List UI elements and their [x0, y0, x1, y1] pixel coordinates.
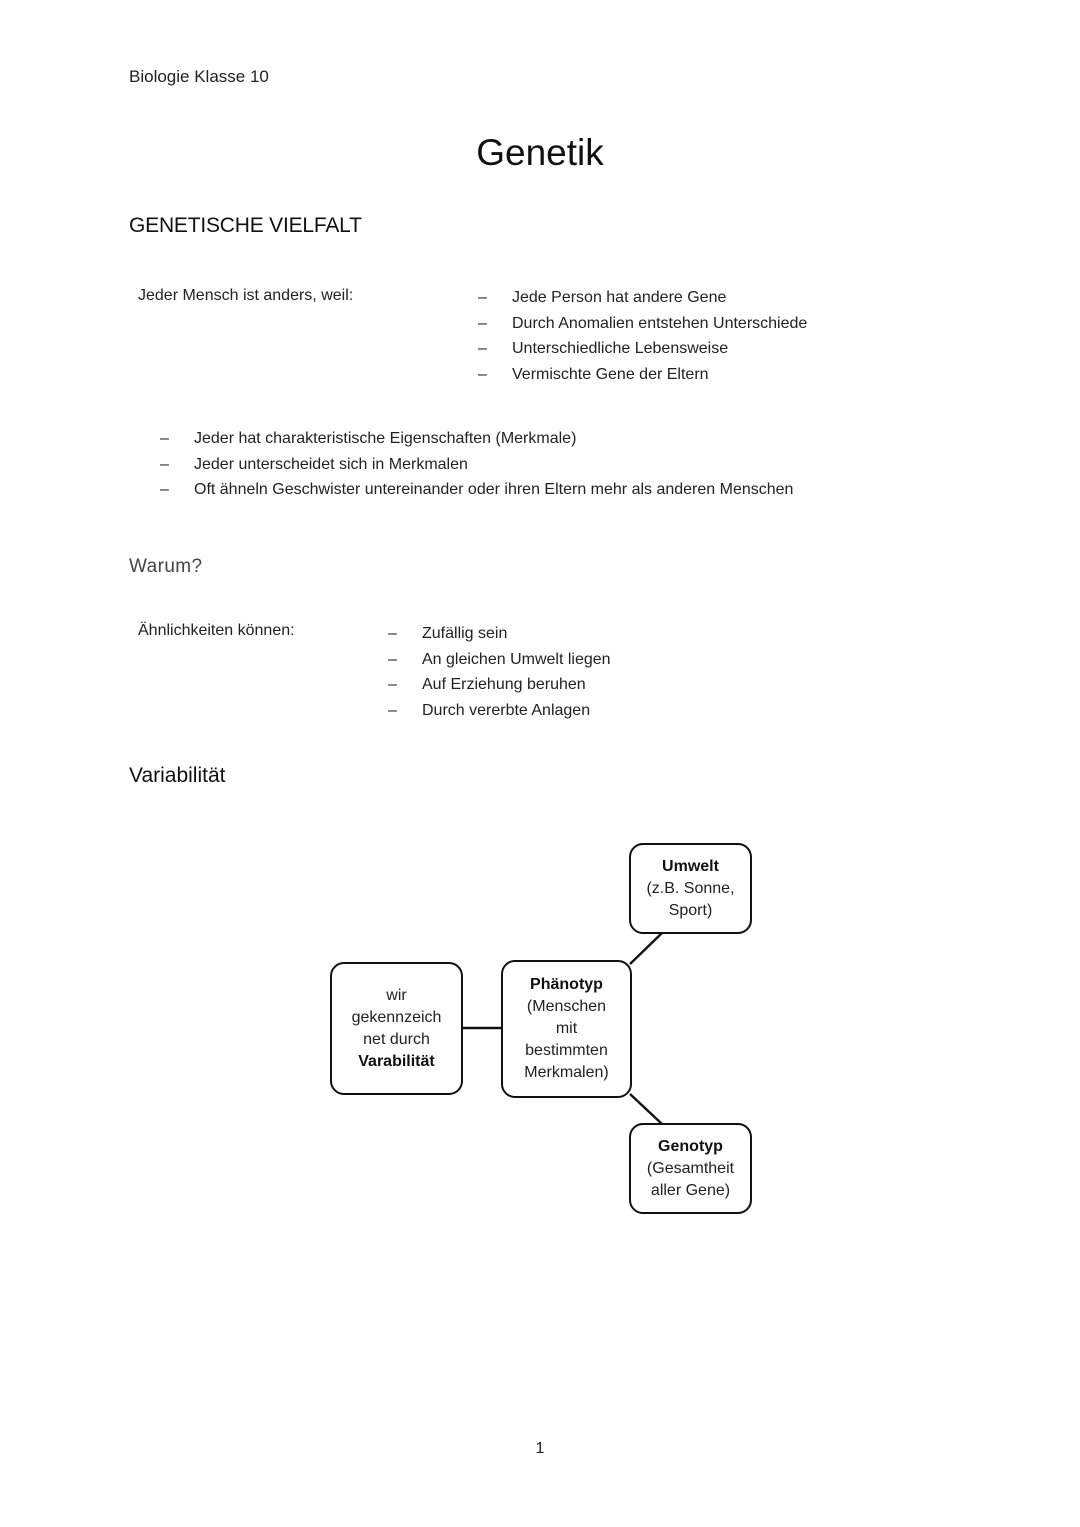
list-item-text: Jeder unterscheidet sich in Merkmalen: [194, 455, 468, 473]
diagram-box-variabilitaet: [330, 962, 463, 1095]
list-item-text: Auf Erziehung beruhen: [422, 676, 586, 694]
connector-phaenotyp-genotyp: [630, 1094, 662, 1124]
list-item-text: An gleichen Umwelt liegen: [422, 650, 611, 668]
section-heading-genetische-vielfalt: GENETISCHE VIELFALT: [129, 214, 362, 237]
box-text: Sport): [668, 901, 713, 919]
connector-phaenotyp-umwelt: [630, 933, 662, 964]
list-item-text: Durch vererbte Anlagen: [422, 702, 591, 720]
box-text: aller Gene): [650, 1181, 731, 1199]
box-text: (z.B. Sonne,: [646, 879, 735, 897]
box-title: Umwelt: [662, 857, 719, 875]
page-title: Genetik: [476, 132, 604, 173]
list-item-text: Unterschiedliche Lebensweise: [512, 340, 729, 358]
dash-bullet: –: [478, 340, 487, 358]
list-item-text: Vermischte Gene der Eltern: [512, 366, 709, 384]
intro-label: Jeder Mensch ist anders, weil:: [138, 287, 354, 304]
diagram-box-umwelt: [629, 843, 752, 934]
diagram-box-phaenotyp: [501, 960, 632, 1098]
list-item-text: Jede Person hat andere Gene: [512, 289, 727, 306]
page-number: 1: [535, 1440, 545, 1457]
box-text: bestimmten: [525, 1042, 608, 1059]
dash-bullet: –: [478, 289, 487, 306]
section-heading-variabilitaet: Variabilität: [129, 764, 226, 787]
diagram-box-genotyp: [629, 1123, 752, 1214]
dash-bullet: –: [478, 314, 487, 332]
box-title: Phänotyp: [530, 976, 603, 993]
dash-bullet: –: [388, 676, 397, 694]
box-text: (Gesamtheit: [646, 1159, 735, 1177]
list-item-text: Zufällig sein: [422, 625, 508, 642]
list-item-text: Oft ähneln Geschwister untereinander oder ihren Eltern mehr als anderen Menschen: [194, 481, 794, 499]
similarities-label: Ähnlichkeiten können:: [138, 622, 295, 639]
box-text: net durch: [363, 1030, 430, 1048]
dash-bullet: –: [388, 702, 397, 720]
box-text: wir: [386, 986, 407, 1004]
box-text: mit: [555, 1020, 578, 1037]
box-title: Varabilität: [358, 1052, 435, 1070]
dash-bullet: –: [160, 481, 169, 499]
box-text: Merkmalen): [524, 1064, 609, 1081]
list-item-text: Durch Anomalien entstehen Unterschiede: [512, 314, 808, 332]
box-text: gekennzeich: [351, 1008, 442, 1026]
box-text: (Menschen: [526, 998, 607, 1015]
dash-bullet: –: [160, 455, 169, 473]
dash-bullet: –: [388, 650, 397, 668]
dash-bullet: –: [478, 366, 487, 384]
box-title: Genotyp: [658, 1137, 723, 1155]
document-header: Biologie Klasse 10: [129, 67, 269, 86]
section-heading-warum: Warum?: [129, 556, 203, 577]
dash-bullet: –: [388, 625, 397, 642]
list-item-text: Jeder hat charakteristische Eigenschaften (Merkmale): [194, 430, 577, 447]
dash-bullet: –: [160, 430, 169, 447]
